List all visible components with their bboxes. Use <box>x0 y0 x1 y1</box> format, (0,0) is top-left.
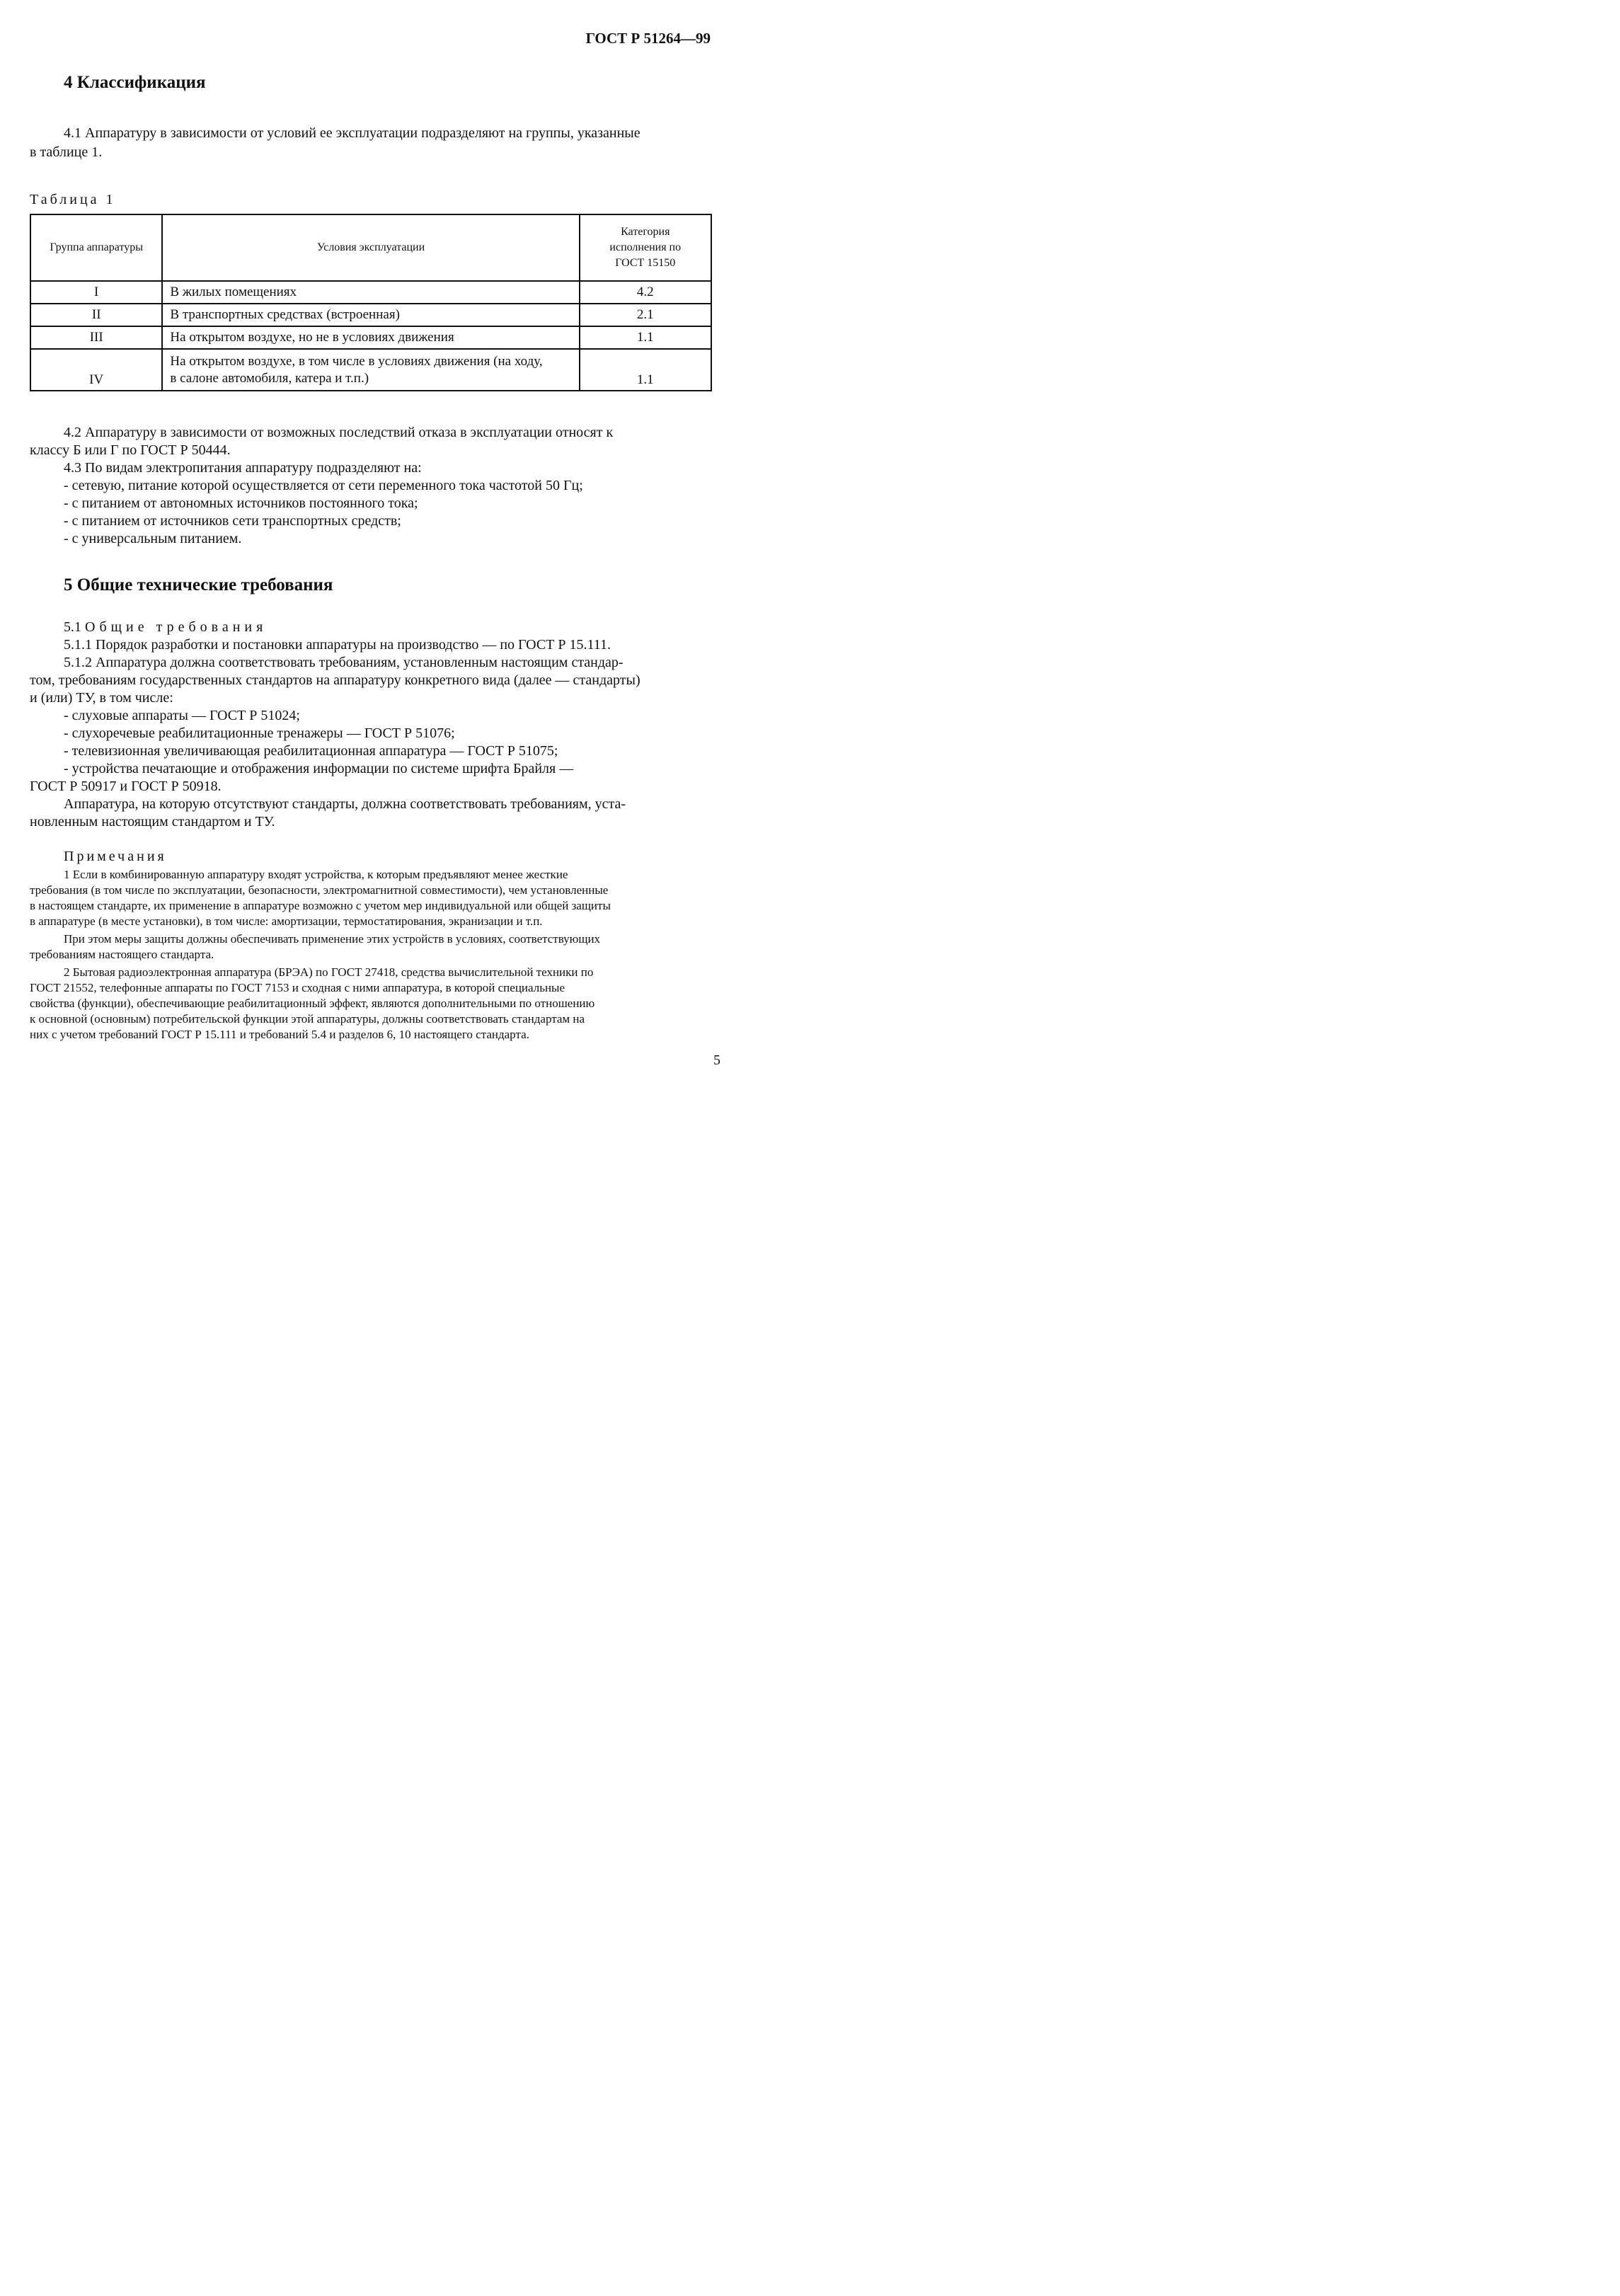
list-item-braille-line-1: - устройства печатающие и отображения информации по системе шрифта Брайля — <box>64 761 574 776</box>
note-1-line-2: требования (в том числе по эксплуатации, безопасности, электромагнитной совместимости), чем установленные <box>30 883 609 897</box>
table-row <box>30 349 711 391</box>
table-row <box>30 281 711 304</box>
list-item: - сетевую, питание которой осуществляется от сети переменного тока частотой 50 Гц; <box>64 478 583 493</box>
note-2-line-3: свойства (функции), обеспечивающие реабилитационный эффект, являются дополнительными по отношению <box>30 997 595 1010</box>
paragraph-4-2-line-1 <box>64 425 715 441</box>
cell-category: 2.1 <box>580 304 711 326</box>
header-group: Группа аппаратуры <box>30 214 162 281</box>
paragraph-no-standards-line-1: Аппаратура, на которую отсутствуют стандарты, должна соответствовать требованиям, уста- <box>64 796 626 812</box>
cell-category: 4.2 <box>580 281 711 304</box>
note-2-line-2: ГОСТ 21552, телефонные аппараты по ГОСТ 7153 и сходная с ними аппаратура, в которой специальные <box>30 981 565 994</box>
note-1-line-3: в настоящем стандарте, их применение в аппаратуре возможно с учетом мер индивидуальной или общей защиты <box>30 899 611 912</box>
page-number: 5 <box>713 1052 720 1068</box>
cell-category: 1.1 <box>580 349 711 391</box>
note-2-line-5: них с учетом требований ГОСТ Р 15.111 и требований 5.4 и разделов 6, 10 настоящего стандарта. <box>30 1028 529 1041</box>
subsection-5-1-heading <box>64 619 267 636</box>
note-1b-line-2: требованиям настоящего стандарта. <box>30 948 214 961</box>
cell-conditions: На открытом воздухе, но не в условиях движения <box>162 326 579 349</box>
subsection-number: 5.1 <box>64 619 81 635</box>
classification-table <box>30 214 712 391</box>
paragraph-5-1-2-line-1: 5.1.2 Аппаратура должна соответствовать требованиям, установленным настоящим стандар- <box>64 655 624 670</box>
paragraph-no-standards-line-2: новленным настоящим стандартом и ТУ. <box>30 814 275 830</box>
note-1-line-4: в аппаратуре (в месте установки), в том числе: амортизации, термостатирования, экранизации и т.п. <box>30 914 543 928</box>
paragraph-4-2-line-1-text: 4.2 Аппаратуру в зависимости от возможных последствий отказа в эксплуатации относят к <box>64 425 614 440</box>
list-item: - телевизионная увеличивающая реабилитационная аппаратура — ГОСТ Р 51075; <box>64 743 558 759</box>
cell-group: IV <box>30 349 162 391</box>
list-item-braille-line-2: ГОСТ Р 50917 и ГОСТ Р 50918. <box>30 779 222 794</box>
cell-conditions: В транспортных средствах (встроенная) <box>162 304 579 326</box>
table-caption: Таблица 1 <box>30 192 116 207</box>
cell-group: II <box>30 304 162 326</box>
cell-group: III <box>30 326 162 349</box>
subsection-title: Общие требования <box>85 619 268 635</box>
cell-conditions: В жилых помещениях <box>162 281 579 304</box>
header-category-line-1: Категория <box>621 226 670 238</box>
paragraph-4-2-line-2: классу Б или Г по ГОСТ Р 50444. <box>30 442 231 458</box>
document-code: ГОСТ Р 51264—99 <box>585 30 711 47</box>
note-1-line-1: 1 Если в комбинированную аппаратуру входят устройства, к которым предъявляют менее жесткие <box>64 868 568 881</box>
note-1b-line-1: При этом меры защиты должны обеспечивать применение этих устройств в условиях, соответствующих <box>64 932 601 946</box>
header-category-line-3: ГОСТ 15150 <box>615 257 676 269</box>
document-page <box>0 0 779 1103</box>
cell-conditions-line-1: На открытом воздухе, в том числе в условиях движения (на ходу, <box>170 353 543 369</box>
table-header-row <box>30 214 711 281</box>
note-2-line-4: к основной (основным) потребительской функции этой аппаратуры, должны соответствовать стандартам на <box>30 1012 585 1026</box>
paragraph-4-1-line-1: 4.1 Аппаратуру в зависимости от условий ее эксплуатации подразделяют на группы, указанные <box>64 125 640 141</box>
note-2-line-1: 2 Бытовая радиоэлектронная аппаратура (БРЭА) по ГОСТ 27418, средства вычислительной техники по <box>64 965 594 979</box>
cell-group: I <box>30 281 162 304</box>
header-category-line-2: исполнения по <box>609 241 682 253</box>
section-4-title: 4 Классификация <box>64 73 206 92</box>
list-item: - с питанием от автономных источников постоянного тока; <box>64 495 418 511</box>
table-row <box>30 304 711 326</box>
paragraph-5-1-2-line-2: том, требованиям государственных стандартов на аппаратуру конкретного вида (далее — стандарты) <box>30 672 640 688</box>
paragraph-5-1-2-line-3: и (или) ТУ, в том числе: <box>30 690 173 706</box>
paragraph-5-1-1: 5.1.1 Порядок разработки и постановки аппаратуры на производство — по ГОСТ Р 15.111. <box>64 637 611 653</box>
table-row <box>30 326 711 349</box>
cell-category: 1.1 <box>580 326 711 349</box>
cell-conditions-line-2: в салоне автомобиля, катера и т.п.) <box>170 370 369 386</box>
list-item: - слухоречевые реабилитационные тренажеры — ГОСТ Р 51076; <box>64 725 455 741</box>
paragraph-4-3: 4.3 По видам электропитания аппаратуру подразделяют на: <box>64 460 422 476</box>
paragraph-4-1-line-2: в таблице 1. <box>30 144 103 160</box>
cell-conditions <box>162 349 579 391</box>
notes-title: Примечания <box>64 849 167 864</box>
section-5-title: 5 Общие технические требования <box>64 575 333 595</box>
header-conditions: Условия эксплуатации <box>162 214 579 281</box>
list-item: - с универсальным питанием. <box>64 531 242 546</box>
list-item: - с питанием от источников сети транспортных средств; <box>64 513 401 529</box>
header-category <box>580 214 711 281</box>
list-item: - слуховые аппараты — ГОСТ Р 51024; <box>64 708 300 723</box>
